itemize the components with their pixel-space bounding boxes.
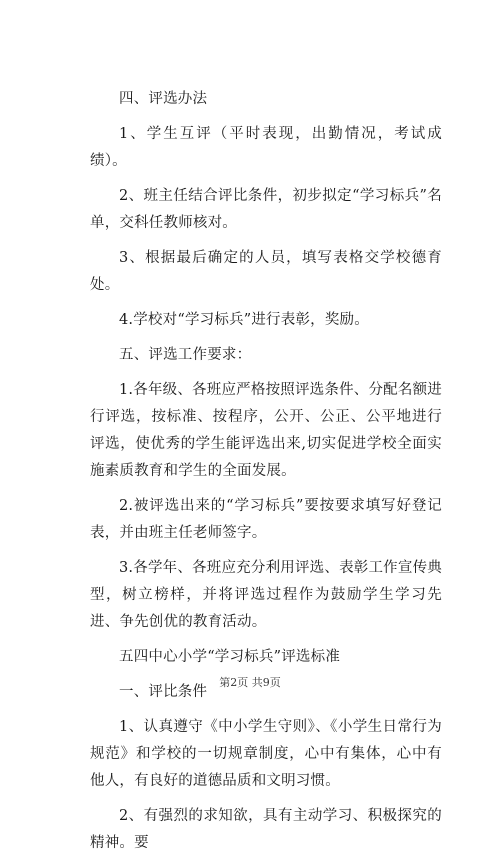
section-heading-criteria: 一、评比条件 xyxy=(119,684,208,700)
paragraph: 2.被评选出来的“学习标兵”要按要求填写好登记表，并由班主任老师签字。 xyxy=(90,498,442,541)
paragraph: 3、根据最后确定的人员，填写表格交学校德育处。 xyxy=(90,250,442,293)
page-number-footer: 第2页 共9页 xyxy=(219,676,281,689)
paragraph: 3.各学年、各班应充分利用评选、表彰工作宣传典型，树立榜样，并将评选过程作为鼓励学生学习先进、争先创优的教育活动。 xyxy=(90,560,442,630)
section-heading-evaluation-method: 四、评选办法 xyxy=(119,91,208,107)
section-heading-requirements: 五、评选工作要求： xyxy=(119,347,252,363)
paragraph: 1、学生互评（平时表现，出勤情况，考试成绩）。 xyxy=(90,126,442,169)
paragraph: 1、认真遵守《中小学生守则》、《小学生日常行为规范》和学校的一切规章制度，心中有集体，心中有他人，有良好的道德品质和文明习惯。 xyxy=(90,719,442,789)
paragraph: 2、班主任结合评比条件，初步拟定“学习标兵”名单，交科任教师核对。 xyxy=(90,188,442,231)
paragraph: 2、有强烈的求知欲，具有主动学习、积极探究的精神。要 xyxy=(90,808,442,851)
paragraph: 1.各年级、各班应严格按照评选条件、分配名额进行评选，按标准、按程序，公开、公正、公平地进行评选，使优秀的学生能评选出来,切实促进学校全面实施素质教育和学生的全面发展。 xyxy=(90,382,442,479)
paragraph: 4.学校对“学习标兵”进行表彰，奖励。 xyxy=(119,312,369,328)
document-title: 五四中心小学“学习标兵”评选标准 xyxy=(119,649,341,665)
document-body xyxy=(90,86,442,865)
